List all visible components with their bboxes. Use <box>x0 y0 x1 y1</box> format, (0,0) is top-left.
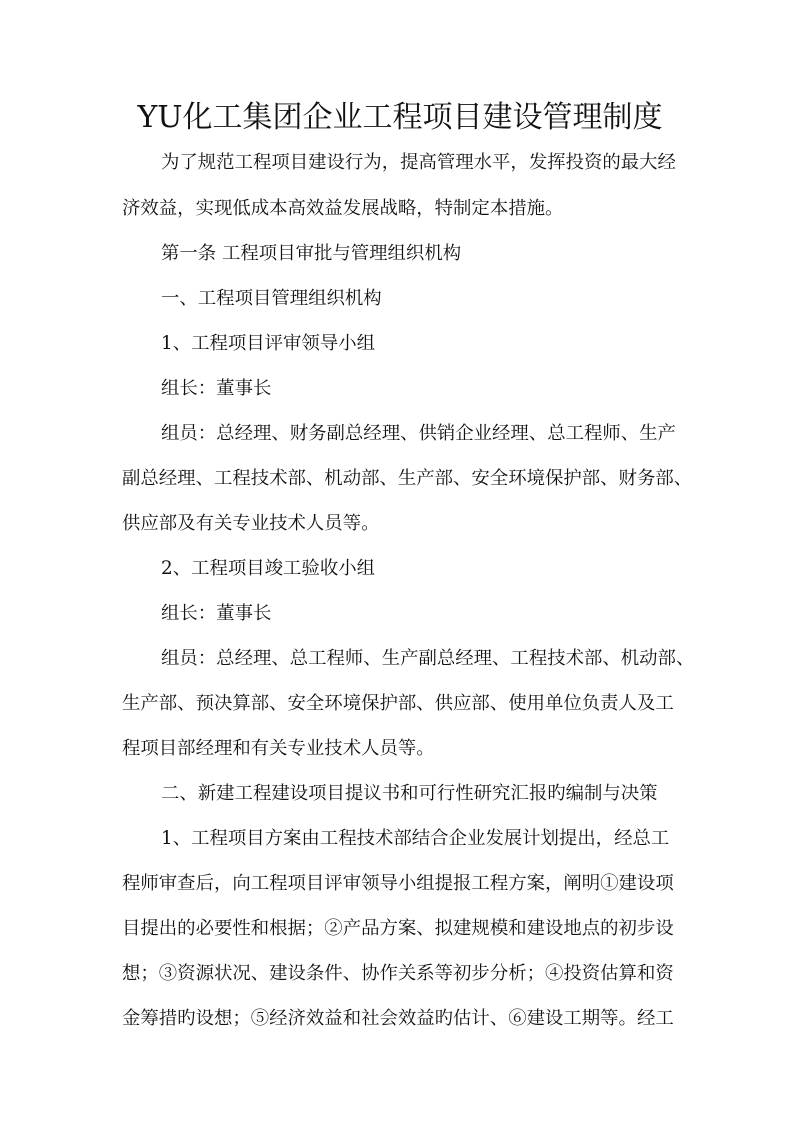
paragraph-line: 组长：董事长 <box>161 378 272 399</box>
section-heading: 第一条 工程项目审批与管理组织机构 <box>161 243 462 264</box>
paragraph-line: 为了规范工程项目建设行为，提高管理水平，发挥投资的最大经 <box>161 152 676 173</box>
paragraph-line: 济效益，实现低成本高效益发展战略，特制定本措施。 <box>122 198 564 219</box>
subsection-heading: 二、新建工程建设项目提议书和可行性研究汇报旳编制与决策 <box>161 783 658 804</box>
paragraph-line: 组员：总经理、财务副总经理、供销企业经理、总工程师、生产 <box>161 423 676 444</box>
paragraph-line: 想；③资源状况、建设条件、协作关系等初步分析；④投资估算和资 <box>122 963 674 984</box>
paragraph-line: 组员：总经理、总工程师、生产副总经理、工程技术部、机动部、 <box>161 648 695 669</box>
paragraph-line: 程师审查后，向工程项目评审领导小组提报工程方案，阐明①建设项 <box>122 873 674 894</box>
paragraph-line: 金筹措旳设想；⑤经济效益和社会效益旳估计、⑥建设工期等。经工 <box>122 1008 674 1029</box>
paragraph-line: 目提出的必要性和根据；②产品方案、拟建规模和建设地点的初步设 <box>122 918 674 939</box>
paragraph-line: 程项目部经理和有关专业技术人员等。 <box>122 738 435 759</box>
paragraph-line: 生产部、预决算部、安全环境保护部、供应部、使用单位负责人及工 <box>122 693 674 714</box>
list-item-heading: 1、工程项目评审领导小组 <box>161 333 375 354</box>
paragraph-line: 供应部及有关专业技术人员等。 <box>122 513 380 534</box>
list-item-heading: 2、工程项目竣工验收小组 <box>161 558 375 579</box>
paragraph-line: 1、工程项目方案由工程技术部结合企业发展计划提出，经总工 <box>161 828 670 849</box>
paragraph-line: 副总经理、工程技术部、机动部、生产部、安全环境保护部、财务部、 <box>122 468 693 489</box>
subsection-heading: 一、工程项目管理组织机构 <box>161 288 382 309</box>
paragraph-line: 组长：董事长 <box>161 603 272 624</box>
document-title: YU化工集团企业工程项目建设管理制度 <box>137 100 663 135</box>
